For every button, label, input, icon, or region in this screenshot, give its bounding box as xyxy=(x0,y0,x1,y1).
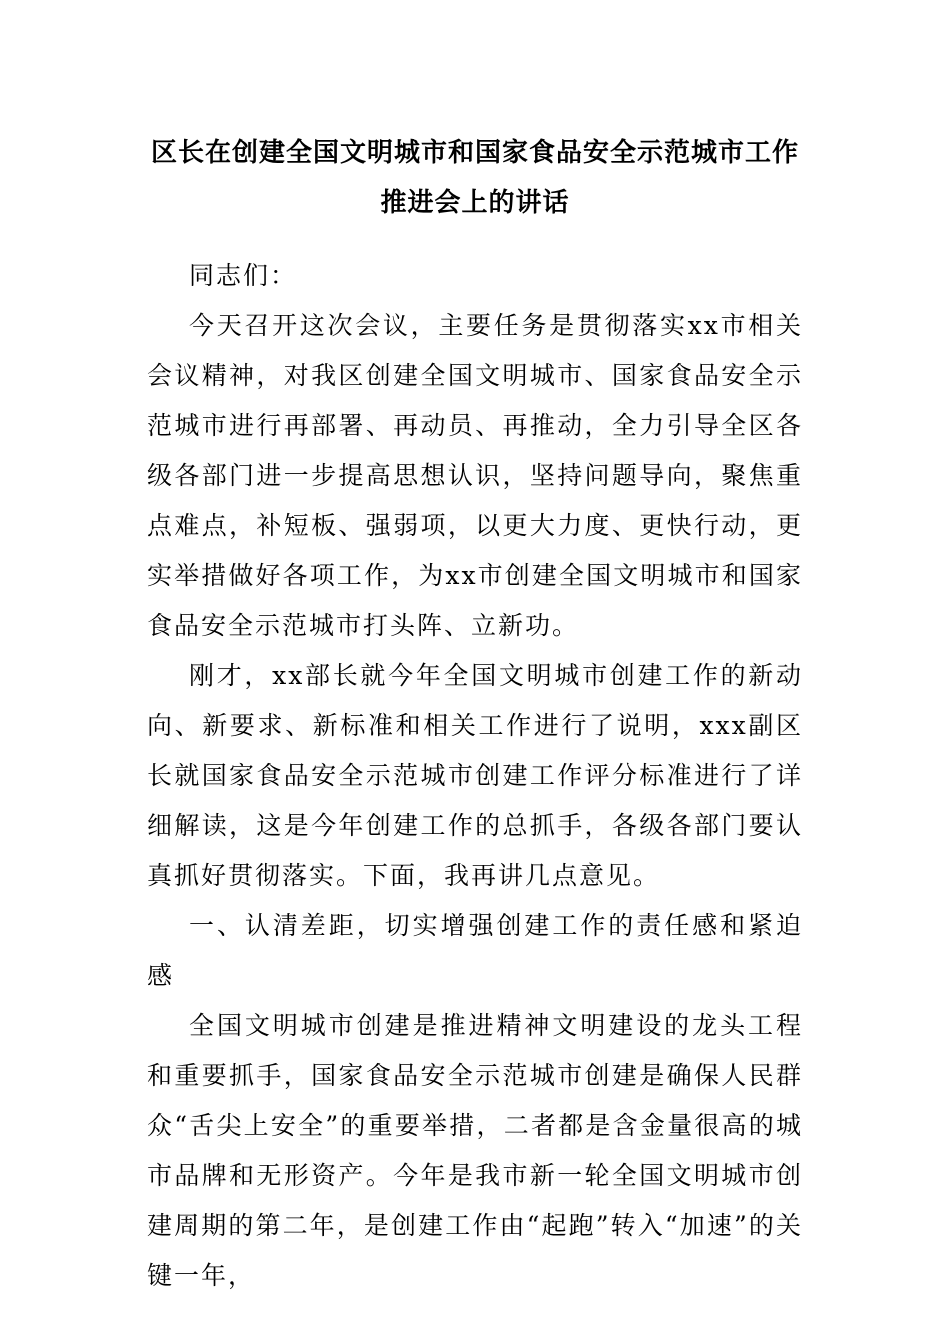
review-paragraph: 刚才，xx部长就今年全国文明城市创建工作的新动向、新要求、新标准和相关工作进行了说明，xxx副区长就国家食品安全示范城市创建工作评分标准进行了详细解读，这是今年创建工作的总抓手，各级各部门要认真抓好贯彻落实。下面，我再讲几点意见。 xyxy=(147,661,803,890)
document-body xyxy=(147,251,803,1301)
document-title: 区长在创建全国文明城市和国家食品安全示范城市工作推进会上的讲话 xyxy=(150,138,799,218)
opening-paragraph: 今天召开这次会议，主要任务是贯彻落实xx市相关会议精神，对我区创建全国文明城市、国家食品安全示范城市进行再部署、再动员、再推动，全力引导全区各级各部门进一步提高思想认识，坚持问题导向，聚焦重点难点，补短板、强弱项，以更大力度、更快行动，更实举措做好各项工作，为xx市创建全国文明城市和国家食品安全示范城市打头阵、立新功。 xyxy=(147,311,803,640)
salutation-paragraph: 同志们： xyxy=(189,261,298,290)
section-1-paragraph: 全国文明城市创建是推进精神文明建设的龙头工程和重要抓手，国家食品安全示范城市创建是确保人民群众“舌尖上安全”的重要举措，二者都是含金量很高的城市品牌和无形资产。今年是我市新一轮全国文明城市创建周期的第二年，是创建工作由“起跑”转入“加速”的关键一年， xyxy=(147,1011,803,1290)
section-heading-1: 一、认清差距，切实增强创建工作的责任感和紧迫感 xyxy=(147,911,803,990)
